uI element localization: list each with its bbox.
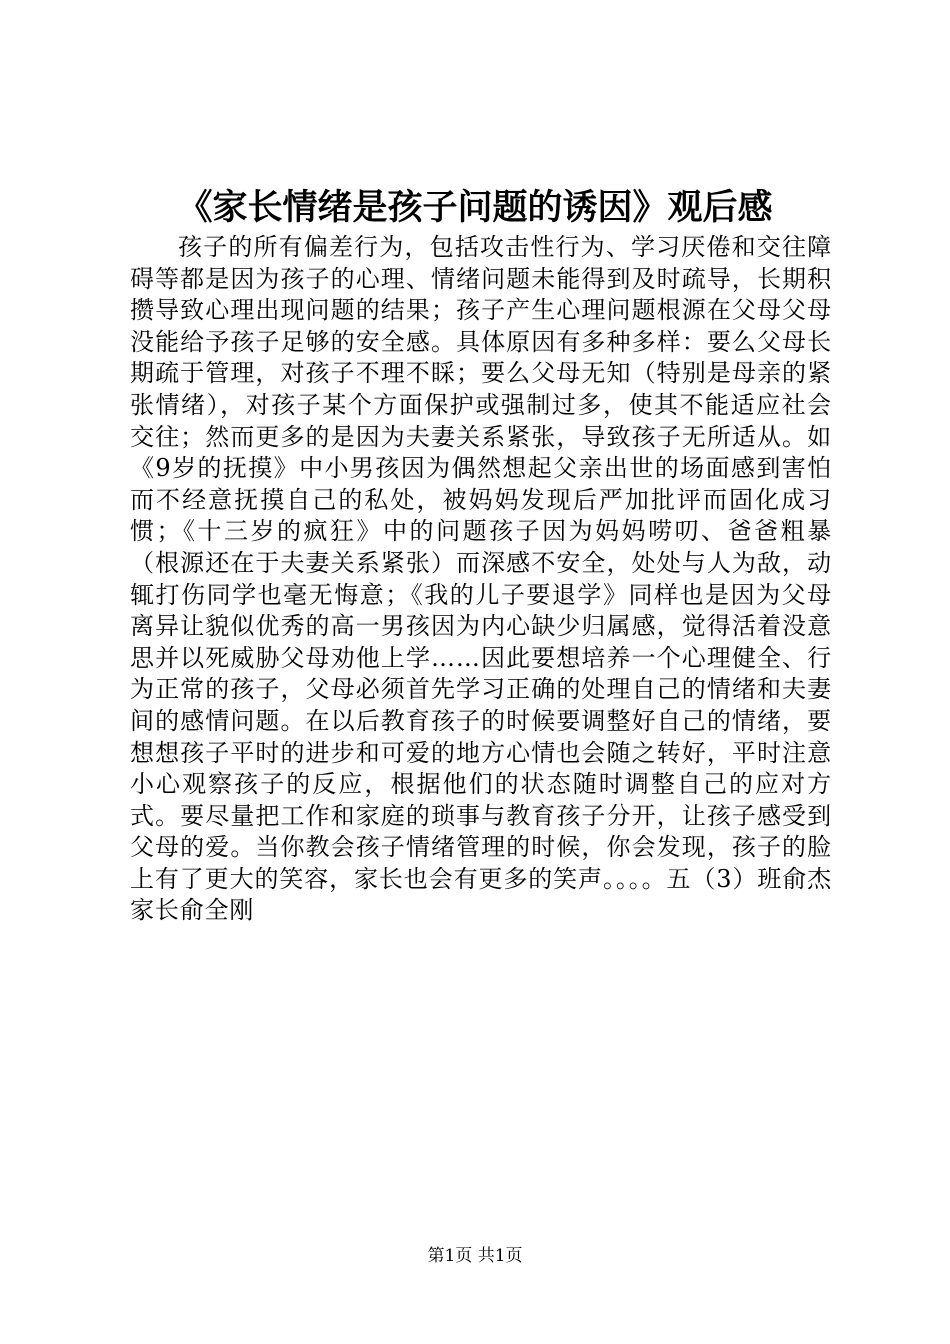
document-title: 《家长情绪是孩子问题的诱因》观后感 [177, 187, 773, 228]
body-paragraph: 孩子的所有偏差行为，包括攻击性行为、学习厌倦和交往障碍等都是因为孩子的心理、情绪问题未能得到及时疏导，长期积攒导致心理出现问题的结果；孩子产生心理问题根源在父母父母没能给予孩子足够的安全感。具体原因有多种多样：要么父母长期疏于管理，对孩子不理不睬；要么父母无知（特别是母亲的紧张情绪），对孩子某个方面保护或强制过多，使其不能适应社会交往；然而更多的是因为夫妻关系紧张，导致孩子无所适从。如《9岁的抚摸》中小男孩因为偶然想起父亲出世的场面感到害怕而不经意抚摸自己的私处，被妈妈发现后严加批评而固化成习惯；《十三岁的疯狂》中的问题孩子因为妈妈唠叨、爸爸粗暴（根源还在于夫妻关系紧张）而深感不安全，处处与人为敌，动辄打伤同学也毫无悔意；《我的儿子要退学》同样也是因为父母离异让貌似优秀的高一男孩因为内心缺少归属感，觉得活着没意思并以死威胁父母劝他上学……因此要想培养一个心理健全、行为正常的孩子，父母必须首先学习正确的处理自己的情绪和夫妻间的感情问题。在以后教育孩子的时候要调整好自己的情绪，要想想孩子平时的进步和可爱的地方心情也会随之转好，平时注意小心观察孩子的反应，根据他们的状态随时调整自己的应对方式。要尽量把工作和家庭的琐事与教育孩子分开，让孩子感受到父母的爱。当你教会孩子情绪管理的时候，你会发现，孩子的脸上有了更大的笑容，家长也会有更多的笑声。。。。五（3）班俞杰家长俞全刚 [130, 233, 832, 925]
page-footer: 第1页 共1页 [427, 1246, 523, 1266]
